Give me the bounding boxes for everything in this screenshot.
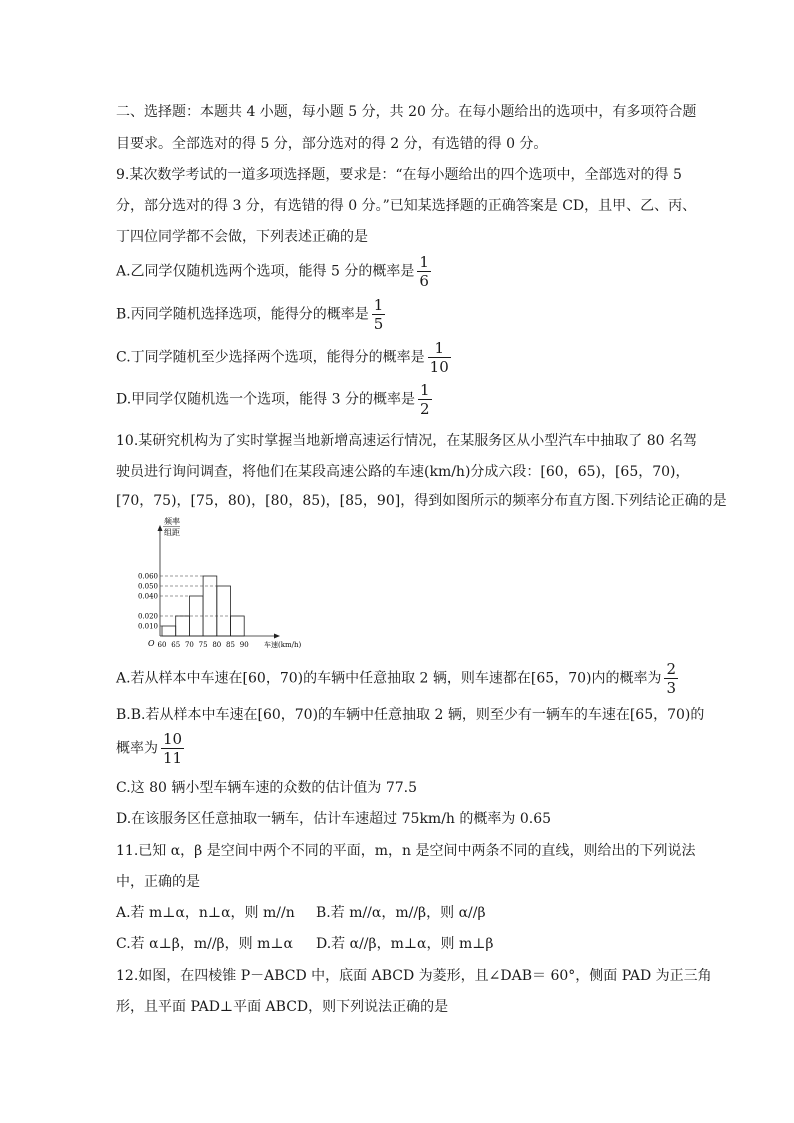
y-axis-arrow-icon (158, 525, 163, 531)
x-tick-label: 70 (184, 641, 194, 649)
q10-option-a-text: A.若从样本中车速在[60，70)的车辆中任意抽取 2 辆，则车速都在[65，70)内的概率为 (116, 670, 662, 687)
q9-option-b (116, 296, 385, 333)
q9-option-d (116, 381, 432, 418)
x-tick-label: 65 (171, 641, 181, 649)
q11-stem-line-1: 11.已知 α，β 是空间中两个不同的平面，m，n 是空间中两条不同的直线，则给出的下列说法 (116, 843, 696, 859)
y-tick-label: 0.010 (137, 622, 158, 631)
x-axis-arrow-icon (274, 634, 280, 639)
fraction-numerator: 1 (434, 339, 444, 357)
q10-option-b-text: 概率为 (116, 740, 158, 757)
q9-stem-line-3: 丁四位同学都不会做，下列表述正确的是 (116, 229, 368, 245)
fraction-numerator: 10 (163, 730, 183, 748)
x-tick-label: 80 (212, 641, 222, 649)
q10-stem-line-3: [70，75)，[75，80)，[80，85)，[85，90]，得到如图所示的频率分布直方图.下列结论正确的是 (116, 493, 727, 509)
q9-option-c-fraction (428, 339, 451, 376)
q10-option-b-line-2 (116, 730, 184, 767)
fraction-numerator: 1 (373, 296, 384, 314)
q10-option-c: C.这 80 辆小型车辆车速的众数的估计值为 77.5 (116, 780, 417, 796)
q11-option-c: C.若 α⊥β，m//β，则 m⊥α (116, 936, 293, 952)
fraction-denominator: 11 (163, 749, 183, 767)
y-tick-label: 0.020 (137, 612, 158, 621)
histogram-bar (162, 626, 176, 636)
q9-option-b-text: B.丙同学随机选择选项，能得分的概率是 (116, 306, 369, 323)
histogram-bar (217, 586, 231, 636)
origin-label: O (148, 639, 155, 648)
q10-option-b-line-1: B.B.若从样本中车速在[60，70)的车辆中任意抽取 2 辆，则至少有一辆车的车速在[65，70)的 (116, 707, 705, 723)
q12-stem-line-1: 12.如图，在四棱锥 P－ABCD 中，底面 ABCD 为菱形，且∠DAB＝ 60°，侧面 PAD 为正三角 (116, 968, 712, 984)
q9-option-d-fraction (418, 381, 432, 418)
q12-stem-line-2: 形，且平面 PAD⊥平面 ABCD，则下列说法正确的是 (116, 999, 449, 1015)
q9-stem-line-2: 分，部分选对的得 3 分，有选错的得 0 分。”已知某选择题的正确答案是 CD，且甲、乙、丙、 (116, 198, 697, 214)
q11-option-a: A.若 m⊥α，n⊥α，则 m//n (116, 905, 295, 921)
fraction-denominator: 10 (429, 358, 449, 376)
q11-option-d: D.若 α//β，m⊥α，则 m⊥β (316, 936, 494, 952)
y-axis-label-numerator: 频率 (164, 517, 180, 526)
fraction-numerator: 1 (419, 253, 429, 271)
fraction-denominator: 2 (419, 400, 430, 418)
q10-option-a (116, 660, 678, 697)
histogram-bar (203, 576, 217, 636)
frequency-histogram (137, 516, 320, 656)
q9-option-d-text: D.甲同学仅随机选一个选项，能得 3 分的概率是 (116, 391, 415, 408)
q10-option-b-fraction (161, 730, 184, 767)
q9-option-c-text: C.丁同学随机至少选择两个选项，能得分的概率是 (116, 349, 425, 366)
q10-stem-line-2: 驶员进行询问调查，将他们在某段高速公路的车速(km/h)分成六段：[60，65)，[65，70)， (116, 464, 690, 480)
x-tick-label: 75 (198, 641, 208, 649)
q11-stem-line-2: 中，正确的是 (116, 874, 200, 890)
fraction-numerator: 1 (419, 381, 430, 399)
q9-option-b-fraction (372, 296, 386, 333)
histogram-bar (231, 616, 245, 636)
x-tick-label: 90 (239, 641, 249, 649)
y-tick-label: 0.050 (137, 582, 158, 591)
q10-stem-line-1: 10.某研究机构为了实时掌握当地新增高速运行情况，在某服务区从小型汽车中抽取了 80 名驾 (116, 433, 697, 449)
y-axis-label-denominator: 组距 (164, 528, 180, 537)
fraction-denominator: 5 (373, 315, 384, 333)
q11-option-b: B.若 m//α，m//β，则 α//β (316, 905, 486, 921)
q9-option-a-text: A.乙同学仅随机选两个选项，能得 5 分的概率是 (116, 263, 415, 280)
q9-option-a-fraction (417, 253, 431, 290)
y-tick-label: 0.040 (137, 592, 158, 601)
q10-option-a-fraction (664, 660, 678, 697)
fraction-denominator: 3 (666, 679, 677, 697)
histogram-bar (176, 616, 190, 636)
y-tick-label: 0.060 (137, 572, 158, 581)
q9-option-c (116, 339, 451, 376)
fraction-denominator: 6 (419, 272, 429, 290)
section-header-line-1: 二、选择题：本题共 4 小题，每小题 5 分，共 20 分。在每小题给出的选项中，有多项符合题 (116, 104, 697, 120)
q9-stem-line-1: 9.某次数学考试的一道多项选择题，要求是：“在每小题给出的四个选项中，全部选对的得 5 (116, 167, 682, 183)
x-tick-label: 60 (157, 641, 167, 649)
q10-option-d: D.在该服务区任意抽取一辆车，估计车速超过 75km/h 的概率为 0.65 (116, 811, 552, 827)
fraction-numerator: 2 (666, 660, 677, 678)
section-header-line-2: 目要求。全部选对的得 5 分，部分选对的得 2 分，有选错的得 0 分。 (116, 136, 548, 152)
x-axis-label: 车速(km/h) (264, 641, 302, 649)
x-tick-label: 85 (226, 641, 235, 649)
q9-option-a (116, 253, 431, 290)
